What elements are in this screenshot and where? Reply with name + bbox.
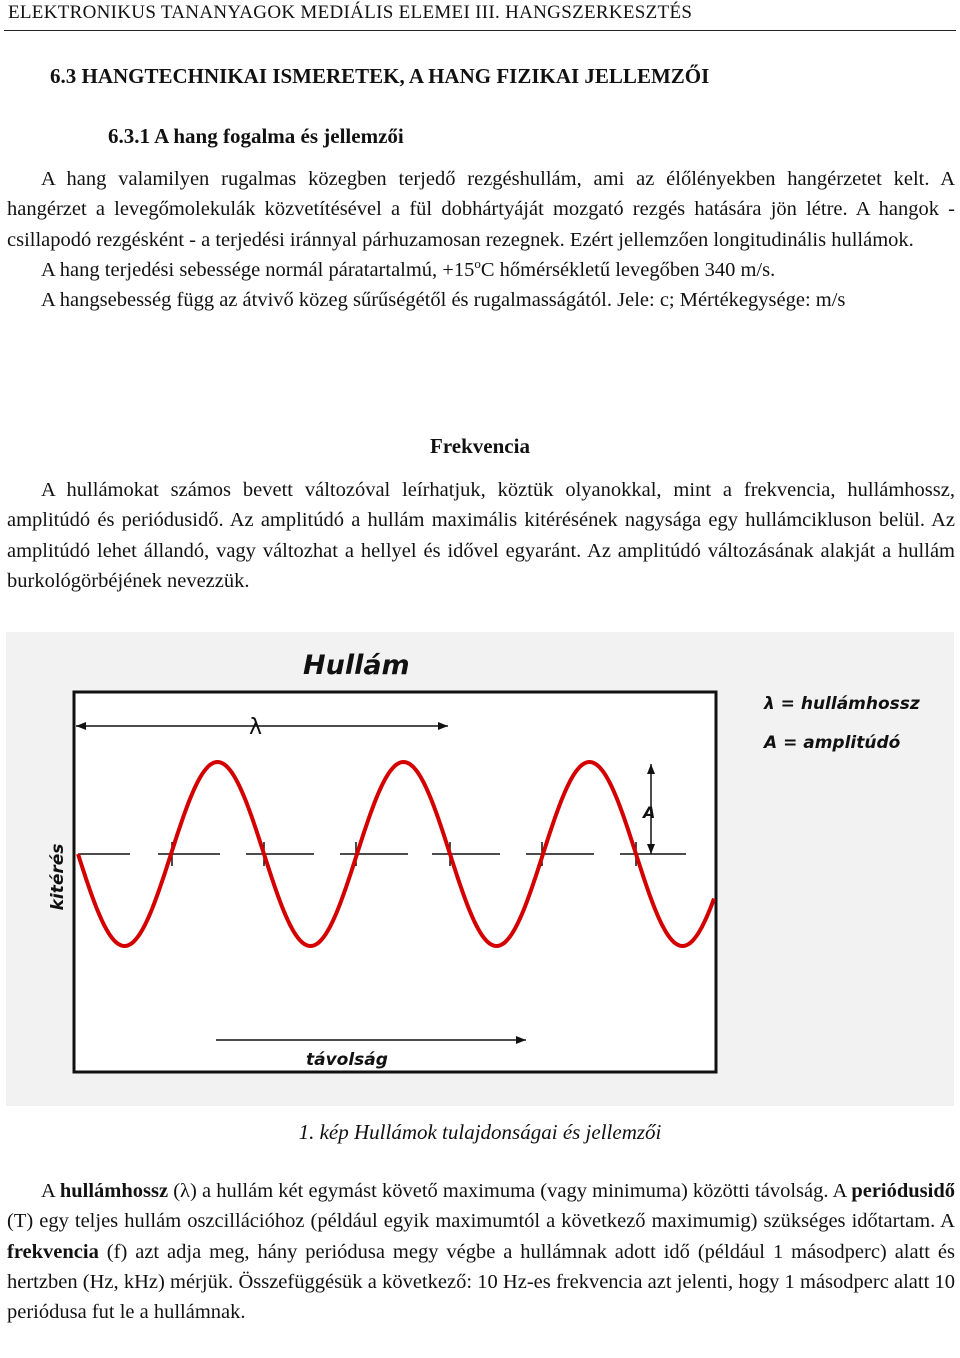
frekvencia-heading: Frekvencia — [430, 434, 530, 458]
term-hullamhossz: hullámhossz — [59, 1180, 169, 1202]
figure-caption: 1. kép Hullámok tulajdonságai és jellemzői — [298, 1120, 662, 1144]
running-header: ELEKTRONIKUS TANANYAGOK MEDIÁLIS ELEMEI III. HANGSZERKESZTÉS — [8, 2, 693, 23]
frekvencia-block — [7, 475, 955, 596]
closing-paragraph: A hullámhossz (λ) a hullám két egymást követő maximuma (vagy minimuma) közötti távolság. A periódusidő (T) egy teljes hullám oszcillációhoz (például egyik maximumtól a következő maximumig) szükséges időtartam. A frekvencia (f) azt adja meg, hány periódusa megy végbe a hullámnak adott idő (például 1 másodperc) alatt és hertzben (Hz, kHz) mérjük. Összefüggésük a következő: 10 Hz-es frekvencia azt jelenti, hogy 1 másodperc alatt 10 periódusa fut le a hullámnak. — [7, 1180, 955, 1324]
legend-wavelength: λ = hullámhossz — [764, 694, 920, 714]
wave-figure — [6, 632, 954, 1106]
header-divider — [4, 30, 956, 31]
subsection-title: 6.3.1 A hang fogalma és jellemzői — [108, 124, 404, 148]
y-axis-label: kitérés — [48, 843, 68, 911]
term-periodusido: periódusidő — [851, 1180, 955, 1202]
intro-paragraph-1: A hang valamilyen rugalmas közegben terjedő rezgéshullám, ami az élőlényekben hangérzetet kelt. A hangérzet a levegőmolekulák közvetítésével a fül dobhártyáját mozgató rezgés hatására jön létre. A hangok - csillapodó rezgésként - a terjedési iránnyal párhuzamosan rezegnek. Ezért jellemzően longitudinális hullámok. — [7, 168, 955, 251]
closing-block — [7, 1176, 955, 1327]
frekvencia-paragraph: A hullámokat számos bevett változóval leírhatjuk, köztük olyanokkal, mint a frekvencia, hullámhossz, amplitúdó és periódusidő. Az amplitúdó a hullám maximális kitérésének nagysága egy hullámcikluson belül. Az amplitúdó lehet állandó, vagy változhat a hellyel és idővel egyaránt. Az amplitúdó változásának alakját a hullám burkológörbéjének nevezzük. — [7, 479, 955, 592]
figure-title: Hullám — [303, 650, 410, 681]
amplitude-label: A — [643, 803, 656, 822]
legend-amplitude: A = amplitúdó — [764, 733, 901, 753]
x-axis-label: távolság — [306, 1050, 388, 1070]
section-title: 6.3 HANGTECHNIKAI ISMERETEK, A HANG FIZIKAI JELLEMZŐI — [50, 64, 710, 88]
wave-diagram — [6, 632, 954, 1106]
intro-paragraph-3: A hangsebesség függ az átvivő közeg sűrűségétől és rugalmasságától. Jele: c; Mértékegysége: m/s — [41, 289, 846, 312]
intro-block — [7, 164, 955, 315]
intro-paragraph-2: A hang terjedési sebessége normál páratartalmú, $+15^oC$ hőmérsékletű levegőben 340 m/s. — [41, 256, 776, 281]
lambda-symbol: λ — [249, 715, 263, 740]
plot-frame — [74, 692, 716, 1072]
term-frekvencia: frekvencia — [7, 1240, 99, 1263]
